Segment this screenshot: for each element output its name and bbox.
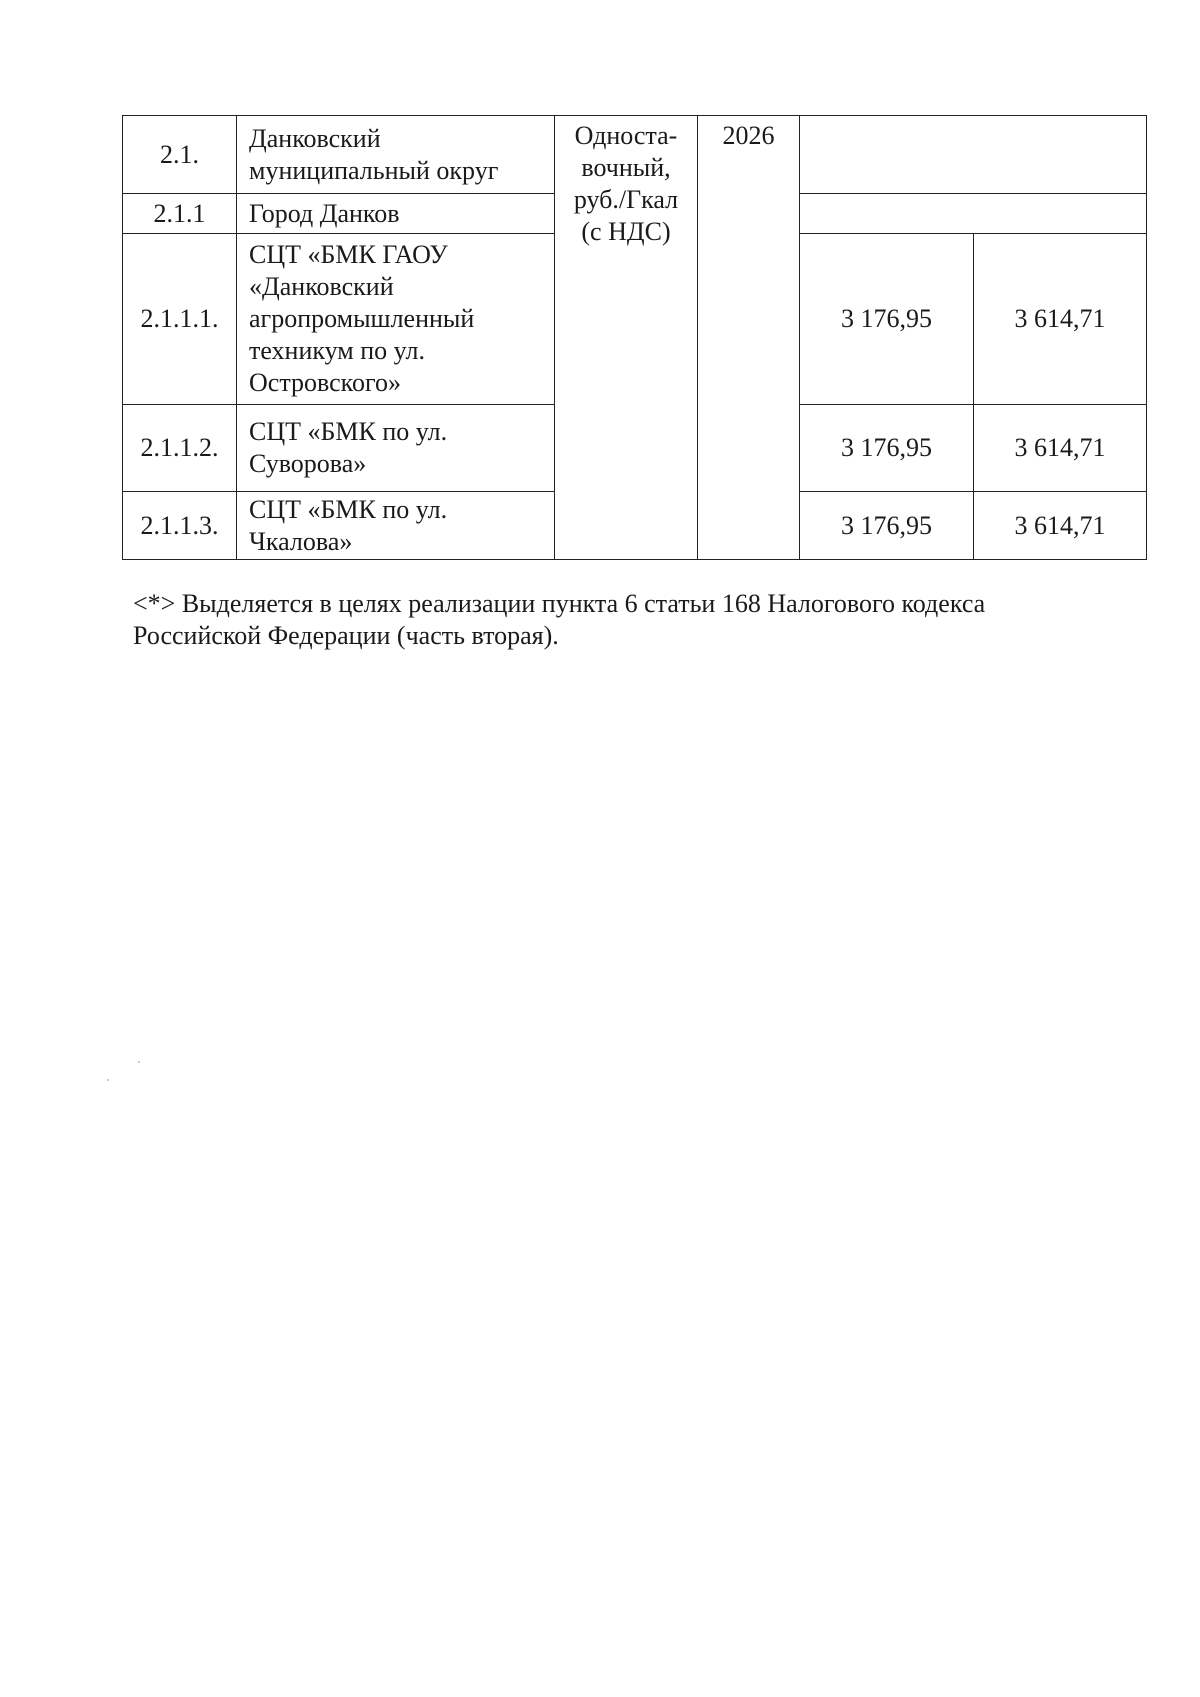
scan-speck <box>138 1061 140 1063</box>
row-number: 2.1.1 <box>123 194 237 234</box>
row-name: Данковский муниципальный округ <box>237 116 555 194</box>
footnote-line-1: <*> Выделяется в целях реализации пункта 6 статьи 168 Налогового кодекса <box>133 589 986 618</box>
value-cell-2: 3 614,71 <box>974 405 1147 492</box>
row-number: 2.1.1.3. <box>123 492 237 560</box>
table-row <box>123 116 1147 194</box>
row-number: 2.1. <box>123 116 237 194</box>
row-name: СЦТ «БМК ГАОУ «Данковский агропромышленный техникум по ул. Островского» <box>237 234 555 405</box>
year-cell: 2026 <box>698 116 800 560</box>
row-name: СЦТ «БМК по ул. Чкалова» <box>237 492 555 560</box>
value-cell-2: 3 614,71 <box>974 492 1147 560</box>
row-name: Город Данков <box>237 194 555 234</box>
value-cell-1: 3 176,95 <box>800 492 974 560</box>
row-name: СЦТ «БМК по ул. Суворова» <box>237 405 555 492</box>
empty-value-cell <box>800 116 1147 194</box>
tariff-table <box>122 115 1147 560</box>
value-cell-1: 3 176,95 <box>800 234 974 405</box>
tariff-type-cell <box>555 116 698 560</box>
value-cell-1: 3 176,95 <box>800 405 974 492</box>
value-cell-2: 3 614,71 <box>974 234 1147 405</box>
footnote-line-2: Российской Федерации (часть вторая). <box>133 621 559 650</box>
row-number: 2.1.1.1. <box>123 234 237 405</box>
footnote <box>133 588 1133 652</box>
empty-value-cell <box>800 194 1147 234</box>
scan-speck <box>107 1079 109 1081</box>
tariff-type-text: Односта-вочный, руб./Гкал (с НДС) <box>573 121 679 246</box>
row-number: 2.1.1.2. <box>123 405 237 492</box>
